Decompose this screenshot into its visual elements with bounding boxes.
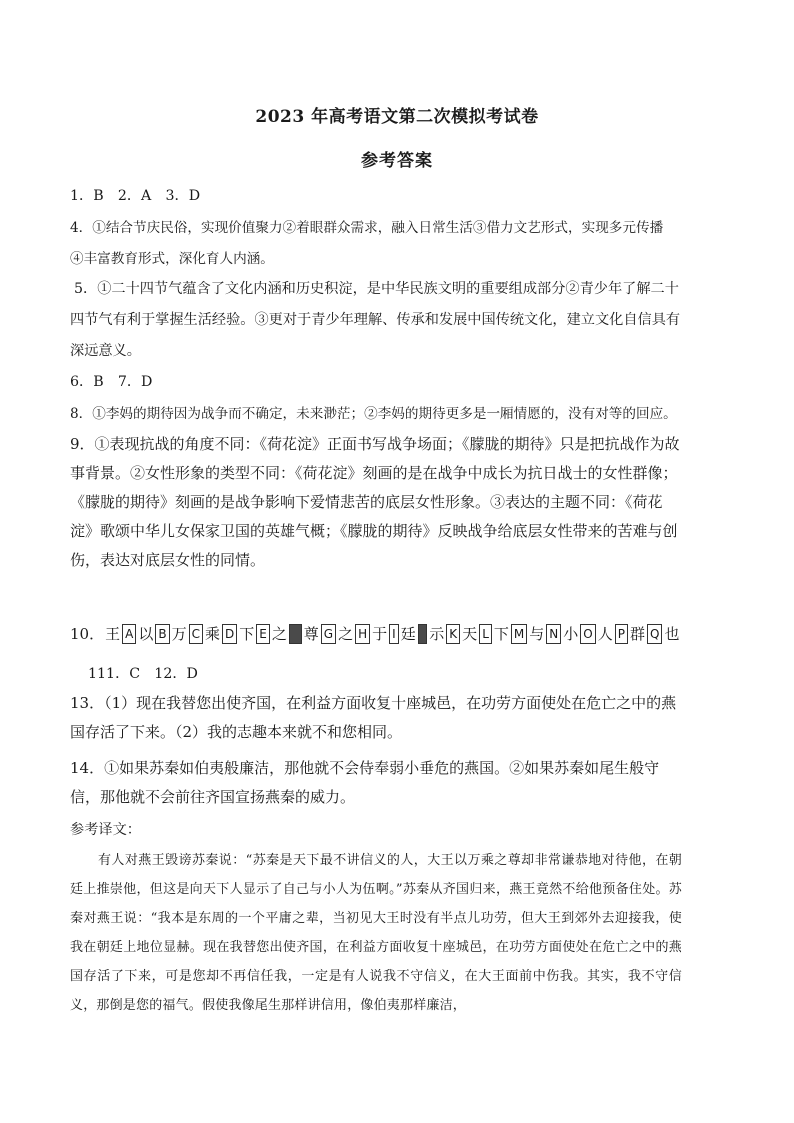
page-title: 2023 年高考语文第二次模拟考试卷 bbox=[255, 107, 539, 127]
reference-translation: 有人对燕王毁谤苏秦说：“苏秦是天下最不讲信义的人，大王以万乘之尊却非常谦恭地对待他，在朝廷上推崇他，但这是向天下人显示了自己与小人为伍啊。”苏秦从齐国归来，燕王竟然不给他预备住处。苏秦对燕王说：“我本是东周的一个平庸之辈，当初见大王时没有半点儿功劳，但大王到郊外去迎接我，使我在朝廷上地位显赫。现在我替您出使齐国，在利益方面收复十座城邑，在功劳方面使处在危亡之中的燕国存活了下来，可是您却不再信任我，一定是有人说我不守信义，在大王面前中伤我。其实，我不守信义，那倒是您的福气。假使我像尾生那样讲信用，像伯夷那样廉洁， bbox=[70, 853, 682, 1013]
answer-10-option-box: G bbox=[321, 624, 336, 644]
answer-10-char: 之 bbox=[271, 625, 287, 643]
answer-10-char: 小 bbox=[563, 625, 579, 643]
answer-10-char: 之 bbox=[338, 625, 354, 643]
answer-10-option-box: F bbox=[289, 624, 302, 644]
answer-10-tokens bbox=[104, 623, 680, 644]
answer-10-char: 示 bbox=[429, 625, 445, 643]
answer-10-char: 下 bbox=[493, 625, 509, 643]
answer-10-option-box: O bbox=[580, 624, 595, 644]
answer-10-option-box: N bbox=[546, 624, 561, 644]
answer-10-char: 廷 bbox=[400, 625, 416, 643]
answer-10-option-box: D bbox=[222, 624, 237, 644]
answer-9: 9．①表现抗战的角度不同：《荷花淀》正面书写战争场面；《朦胧的期待》只是把抗战作为故事背景。②女性形象的类型不同：《荷花淀》刻画的是在战争中成长为抗日战士的女性群像；《朦胧的期待》刻画的是战争影响下爱情悲苦的底层女性形象。③表达的主题不同：《荷花淀》歌颂中华儿女保家卫国的英雄气概；《朦胧的期待》反映战争给底层女性带来的苦难与创伤，表达对底层女性的同情。 bbox=[70, 435, 680, 569]
answer-8: 8．①李妈的期待因为战争而不确定，未来渺茫；②李妈的期待更多是一厢情愿的，没有对等的回应。 bbox=[70, 406, 677, 422]
answer-14: 14．①如果苏秦如伯夷般廉洁，那他就不会侍奉弱小垂危的燕国。②如果苏秦如尾生般守信，那他就不会前往齐国宣扬燕秦的威力。 bbox=[70, 759, 660, 806]
answer-5-line2: 四节气有利于掌握生活经验。③更对于青少年理解、传承和发展中国传统文化，建立文化自信具有 bbox=[70, 312, 681, 328]
answer-10-option-box: E bbox=[256, 624, 270, 644]
answer-11-12: 111．C 12．D bbox=[88, 666, 198, 682]
answer-10-option-box: M bbox=[511, 624, 527, 644]
answer-10-option-box: I bbox=[389, 624, 399, 644]
answer-10-number: 10． bbox=[70, 625, 105, 643]
answer-10-char: 于 bbox=[372, 625, 388, 643]
answer-10-char: 天 bbox=[462, 625, 478, 643]
answer-10-option-box: P bbox=[615, 624, 628, 644]
answer-5-line3: 深远意义。 bbox=[70, 343, 141, 359]
answer-10-char: 也 bbox=[664, 625, 680, 643]
answer-10-char: 万 bbox=[171, 625, 187, 643]
answer-10-sentence bbox=[70, 623, 680, 644]
answer-10-char: 与 bbox=[529, 625, 545, 643]
answer-10-option-box: H bbox=[355, 624, 370, 644]
answer-10-char: 王 bbox=[105, 625, 121, 643]
answer-4-line2: ④丰富教育形式，深化育人内涵。 bbox=[70, 251, 274, 267]
reference-translation-label: 参考译文： bbox=[70, 822, 141, 838]
answer-13: 13．（1）现在我替您出使齐国，在利益方面收复十座城邑，在功劳方面使处在危亡之中的燕国存活了下来。（2）我的志趣本来就不和您相同。 bbox=[70, 694, 677, 741]
answer-10-option-box: L bbox=[479, 624, 492, 644]
answer-10-char: 人 bbox=[597, 625, 613, 643]
answer-6-7: 6．B 7．D bbox=[70, 374, 153, 390]
answer-5-line1: 5．①二十四节气蕴含了文化内涵和历史积淀，是中华民族文明的重要组成部分②青少年了解二十 bbox=[74, 281, 679, 297]
answer-10-char: 下 bbox=[239, 625, 255, 643]
answer-1-3: 1．B 2．A 3．D bbox=[70, 188, 201, 204]
answer-10-option-box: B bbox=[155, 624, 169, 644]
answer-10-char: 尊 bbox=[303, 625, 319, 643]
answer-10-option-box: J bbox=[418, 624, 428, 644]
answer-10-option-box: K bbox=[446, 624, 460, 644]
answer-10-char: 乘 bbox=[204, 625, 220, 643]
answer-10-option-box: Q bbox=[647, 624, 662, 644]
answer-4-line1: 4．①结合节庆民俗，实现价值聚力②着眼群众需求，融入日常生活③借力文艺形式，实现多元传播 bbox=[70, 220, 664, 236]
answer-10-option-box: A bbox=[122, 624, 136, 644]
answer-10-option-box: C bbox=[189, 624, 203, 644]
answer-10-char: 群 bbox=[629, 625, 645, 643]
answer-10-char: 以 bbox=[138, 625, 154, 643]
page-subtitle: 参考答案 bbox=[361, 151, 433, 171]
